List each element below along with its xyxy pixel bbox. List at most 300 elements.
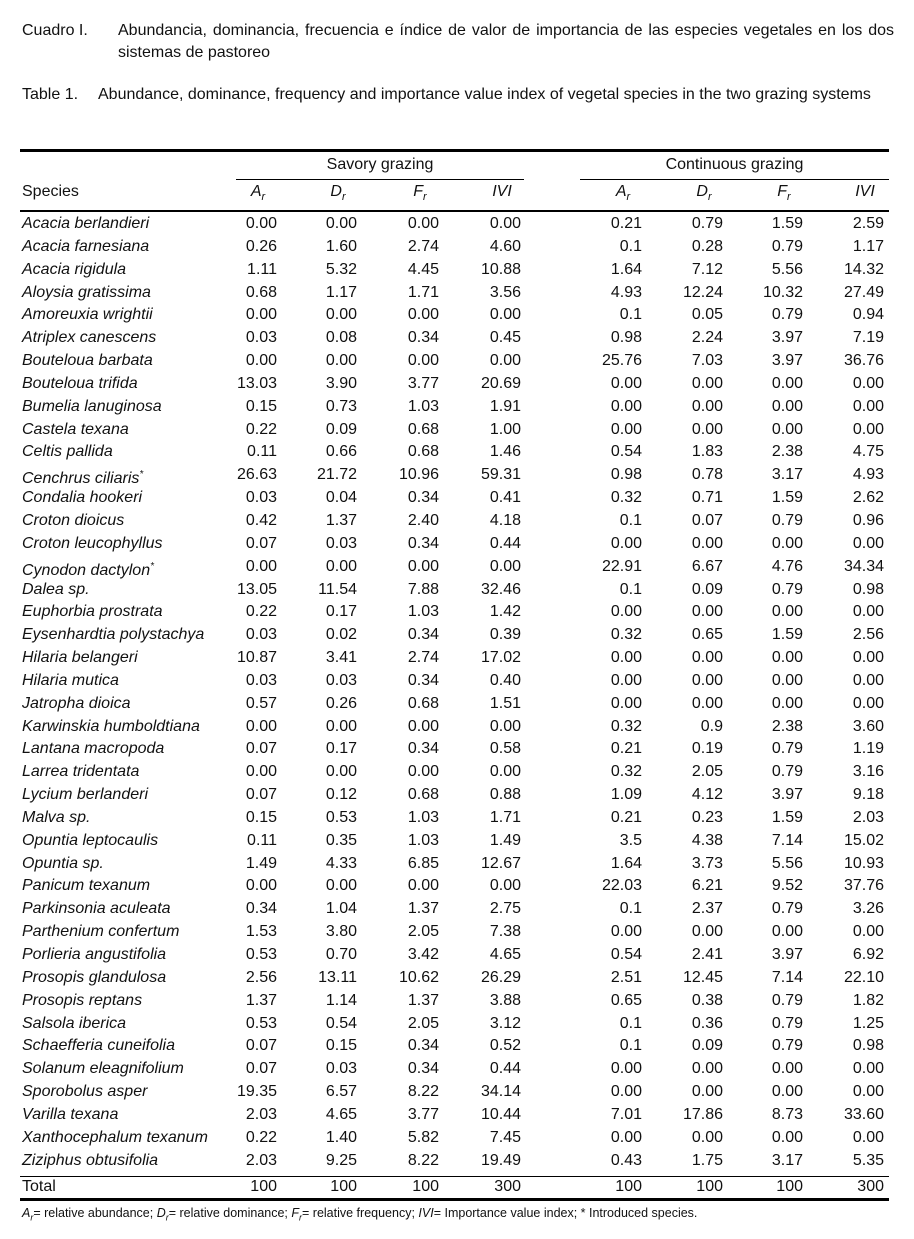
table-cell: 1.91 (489, 397, 521, 415)
species-name: Prosopis reptans (22, 991, 143, 1009)
table-cell: 0.98 (610, 329, 642, 347)
species-name: Karwinskia humboldtiana (22, 717, 200, 735)
table-row (0, 784, 914, 807)
footnote-text: = relative dominance; (168, 1206, 292, 1220)
table-cell: 6.21 (691, 877, 723, 895)
table-row (0, 853, 914, 876)
table-row (0, 419, 914, 442)
table-cell: 0.36 (691, 1014, 723, 1032)
table-cell: 3.88 (489, 991, 521, 1009)
table-cell: 0.00 (245, 717, 277, 735)
caption-spanish-label: Cuadro I. (22, 22, 88, 39)
table-row (0, 944, 914, 967)
table-cell: 0.88 (489, 786, 521, 804)
table-cell: 100 (615, 1178, 642, 1195)
table-cell: 1.71 (407, 283, 439, 301)
table-row (0, 1127, 914, 1150)
group-title-continuous: Continuous grazing (665, 156, 804, 173)
table-cell: 0.96 (852, 511, 884, 529)
table-cell: 0.00 (610, 1083, 642, 1101)
table-cell: 0.15 (245, 397, 277, 415)
table-cell: 0.54 (610, 946, 642, 963)
table-row (0, 967, 914, 990)
table-cell: 100 (776, 1178, 803, 1195)
table-cell: 0.00 (771, 1128, 803, 1146)
table-cell: 7.12 (691, 260, 723, 278)
table-cell: 0.21 (610, 215, 642, 232)
species-name: Parkinsonia aculeata (22, 900, 171, 918)
table-cell: 2.37 (691, 900, 723, 918)
table-cell: 0.54 (610, 443, 642, 461)
table-row (0, 327, 914, 350)
table-cell: 2.05 (407, 1014, 439, 1032)
species-name: Porlieria angustifolia (22, 946, 167, 963)
table-cell: 0.9 (700, 717, 723, 735)
table-cell: 34.34 (843, 557, 884, 575)
table-cell: 0.00 (691, 694, 723, 712)
species-name: Celtis pallida (22, 443, 113, 461)
species-name: Varilla texana (22, 1105, 119, 1123)
table-cell: 0.00 (852, 649, 884, 667)
footnote-symbol: $A_r$ (22, 1206, 34, 1223)
table-cell: 2.51 (610, 968, 642, 986)
table-cell: 0.00 (325, 877, 357, 895)
table-cell: 0.68 (407, 443, 439, 461)
table-cell: 4.93 (610, 283, 642, 301)
table-cell: 3.17 (771, 466, 803, 484)
species-name: Opuntia leptocaulis (22, 831, 159, 849)
table-cell: 0.03 (325, 534, 357, 552)
table-cell: 0.00 (407, 306, 439, 324)
table-row (0, 350, 914, 373)
table-cell: 0.00 (771, 397, 803, 415)
table-cell: 0.00 (771, 374, 803, 392)
table-cell: 1.64 (610, 260, 642, 278)
table-cell: 0.57 (245, 694, 277, 712)
table-cell: 0.79 (771, 580, 803, 598)
table-cell: 0.43 (610, 1151, 642, 1169)
group-rule-continuous (580, 179, 889, 180)
table-cell: 0.79 (771, 740, 803, 758)
table-cell: 1.46 (489, 443, 521, 461)
table-cell: 59.31 (480, 466, 521, 484)
species-name: Ziziphus obtusifolia (22, 1151, 159, 1169)
table-cell: 0.00 (245, 763, 277, 781)
table-cell: 0.66 (325, 443, 357, 461)
table-cell: 1.59 (771, 808, 803, 826)
species-name: Amoreuxia wrightii (22, 306, 153, 324)
species-name: Croton dioicus (22, 511, 125, 529)
table-row (0, 282, 914, 305)
table-cell: 0.79 (771, 1037, 803, 1055)
table-cell: 0.00 (852, 603, 884, 621)
table-cell: 1.60 (325, 237, 357, 255)
table-cell: 5.56 (771, 854, 803, 872)
table-cell: 2.40 (407, 511, 439, 529)
table-cell: 1.00 (489, 420, 521, 438)
table-row (0, 670, 914, 693)
table-cell: 20.69 (480, 374, 521, 392)
table-cell: 0.21 (610, 740, 642, 758)
table-cell: 1.71 (489, 808, 521, 826)
table-cell: 2.62 (852, 489, 884, 507)
table-cell: 1.37 (407, 900, 439, 918)
table-cell: 1.11 (247, 260, 277, 278)
table-cell: 10.62 (398, 968, 439, 986)
table-cell: 12.24 (682, 283, 723, 301)
table-cell: 26.29 (480, 968, 521, 986)
table-cell: 17.86 (682, 1105, 723, 1123)
table-cell: 0.00 (852, 397, 884, 415)
footnote-text: = relative frequency; (302, 1206, 419, 1220)
table-cell: 0.00 (407, 763, 439, 781)
table-cell: 0.00 (325, 215, 357, 232)
table-cell: 3.80 (325, 923, 357, 941)
table-cell: 0.34 (407, 1060, 439, 1078)
species-name: Bumelia lanuginosa (22, 397, 162, 415)
table-cell: 0.34 (245, 900, 277, 918)
table-cell: 1.37 (325, 511, 357, 529)
table-cell: 0.1 (619, 580, 642, 598)
table-cell: 21.72 (316, 466, 357, 484)
table-cell: 19.35 (236, 1083, 277, 1101)
table-cell: 3.17 (771, 1151, 803, 1169)
header-rule (20, 210, 889, 212)
table-cell: 4.33 (325, 854, 357, 872)
table-cell: 2.74 (407, 237, 439, 255)
table-row (0, 556, 914, 579)
table-cell: 0.00 (489, 306, 521, 324)
table-cell: 6.67 (691, 557, 723, 575)
table-cell: 0.1 (619, 306, 642, 324)
table-cell: 32.46 (480, 580, 521, 598)
table-row (0, 990, 914, 1013)
table-cell: 26.63 (236, 466, 277, 484)
table-cell: 0.00 (691, 1083, 723, 1101)
table-cell: 13.11 (318, 968, 357, 986)
table-cell: 2.41 (691, 946, 723, 963)
table-cell: 1.49 (489, 831, 521, 849)
table-cell: 0.28 (691, 237, 723, 255)
table-cell: 0.12 (325, 786, 357, 804)
table-cell: 0.53 (245, 946, 277, 963)
table-row (0, 875, 914, 898)
table-cell: 2.56 (245, 968, 277, 986)
table-cell: 34.14 (480, 1083, 521, 1101)
table-cell: 10.87 (236, 649, 277, 667)
table-cell: 0.58 (489, 740, 521, 758)
footnote-text: = relative abundance; (33, 1206, 157, 1220)
table-cell: 0.00 (489, 215, 521, 232)
species-name: Castela texana (22, 420, 129, 438)
table-cell: 5.35 (852, 1151, 884, 1169)
species-name: Dalea sp. (22, 580, 90, 598)
table-cell: 0.52 (489, 1037, 521, 1055)
table-cell: 4.75 (852, 443, 884, 461)
table-row (0, 807, 914, 830)
table-row (0, 1058, 914, 1081)
table-cell: 0.35 (325, 831, 357, 849)
table-cell: 0.00 (771, 923, 803, 941)
table-cell: 2.03 (245, 1151, 277, 1169)
table-cell: 0.00 (852, 923, 884, 941)
table-cell: 3.26 (852, 900, 884, 918)
table-cell: 0.00 (691, 603, 723, 621)
group-title-savory: Savory grazing (326, 156, 434, 173)
table-cell: 300 (857, 1178, 884, 1195)
table-cell: 2.74 (407, 649, 439, 667)
table-cell: 3.12 (489, 1014, 521, 1032)
table-cell: 0.00 (852, 1083, 884, 1101)
table-cell: 0.00 (610, 671, 642, 689)
table-cell: 1.59 (771, 626, 803, 644)
table-cell: 0.00 (407, 717, 439, 735)
table-cell: 13.03 (236, 374, 277, 392)
table-row (0, 601, 914, 624)
table-cell: 0.00 (610, 420, 642, 438)
table-cell: 1.83 (691, 443, 723, 461)
table-cell: 0.00 (407, 215, 439, 232)
table-cell: 0.00 (610, 923, 642, 941)
table-cell: 1.59 (771, 489, 803, 507)
table-cell: 0.00 (852, 671, 884, 689)
table-cell: 0.00 (325, 306, 357, 324)
table-cell: 1.09 (610, 786, 642, 804)
table-cell: 3.16 (852, 763, 884, 781)
table-cell: 10.93 (843, 854, 884, 872)
table-cell: 0.79 (771, 991, 803, 1009)
table-cell: 10.96 (398, 466, 439, 484)
table-row (0, 1081, 914, 1104)
table-cell: 0.11 (247, 831, 277, 849)
table-cell: 0.03 (325, 1060, 357, 1078)
table-cell: 0.00 (407, 877, 439, 895)
table-cell: 0.00 (771, 534, 803, 552)
table-cell: 0.1 (619, 1014, 642, 1032)
table-cell: 2.59 (852, 215, 884, 232)
table-cell: 3.60 (852, 717, 884, 735)
footnote-text: = Importance value index; * Introduced species. (433, 1206, 698, 1220)
table-cell: 0.54 (325, 1014, 357, 1032)
table-cell: 0.21 (610, 808, 642, 826)
species-name: Condalia hookeri (22, 489, 143, 507)
species-name: Acacia farnesiana (22, 237, 150, 255)
table-cell: 0.07 (245, 1037, 277, 1055)
table-cell: 0.22 (245, 420, 277, 438)
table-cell: 0.02 (325, 626, 357, 644)
species-name: Euphorbia prostrata (22, 603, 163, 621)
table-cell: 0.15 (245, 808, 277, 826)
table-cell: 0.79 (771, 900, 803, 918)
table-cell: 3.42 (407, 946, 439, 963)
table-cell: 0.15 (325, 1037, 357, 1055)
table-cell: 0.07 (245, 1060, 277, 1078)
table-cell: 22.91 (601, 557, 642, 575)
total-row (0, 1176, 914, 1199)
table-cell: 0.19 (691, 740, 723, 758)
caption-spanish (22, 20, 894, 64)
table-cell: 100 (330, 1178, 357, 1195)
table-cell: 1.53 (245, 923, 277, 941)
table-cell: 300 (494, 1178, 521, 1195)
table-cell: 0.00 (245, 352, 277, 370)
table-cell: 10.88 (480, 260, 521, 278)
table-cell: 2.05 (691, 763, 723, 781)
table-cell: 7.19 (852, 329, 884, 347)
table-bottom-rule (20, 1198, 889, 1201)
table-cell: 8.73 (771, 1105, 803, 1123)
table-cell: 0.53 (325, 808, 357, 826)
table-cell: 6.57 (325, 1083, 357, 1101)
species-name: Solanum eleagnifolium (22, 1060, 184, 1078)
table-cell: 33.60 (843, 1105, 884, 1123)
table-cell: 0.1 (619, 237, 642, 255)
table-cell: 3.97 (771, 329, 803, 347)
table-cell: 100 (696, 1178, 723, 1195)
table-cell: 6.85 (407, 854, 439, 872)
species-name: Bouteloua trifida (22, 374, 138, 392)
species-name: Cenchrus ciliaris* (22, 469, 144, 488)
species-name: Xanthocephalum texanum (22, 1128, 208, 1146)
table-cell: 0.32 (610, 763, 642, 781)
table-cell: 3.73 (691, 854, 723, 872)
table-cell: 0.09 (691, 1037, 723, 1055)
table-cell: 7.45 (489, 1128, 521, 1146)
species-name: Salsola iberica (22, 1014, 127, 1032)
caption-english-label: Table 1. (22, 86, 79, 103)
table-cell: 0.00 (771, 1060, 803, 1078)
table-cell: 0.00 (771, 603, 803, 621)
table-cell: 9.25 (325, 1151, 357, 1169)
table-cell: 1.75 (691, 1151, 723, 1169)
table-cell: 12.45 (682, 968, 723, 986)
species-name: Sporobolus asper (22, 1083, 148, 1101)
table-row (0, 761, 914, 784)
table-cell: 4.45 (407, 260, 439, 278)
table-cell: 0.00 (610, 649, 642, 667)
table-cell: 1.64 (610, 854, 642, 872)
table-cell: 0.23 (691, 808, 723, 826)
table-row (0, 487, 914, 510)
table-cell: 7.38 (489, 923, 521, 941)
table-cell: 0.00 (852, 1128, 884, 1146)
species-name: Panicum texanum (22, 877, 151, 895)
table-cell: 100 (250, 1178, 277, 1195)
table-cell: 9.52 (771, 877, 803, 895)
table-cell: 0.34 (407, 626, 439, 644)
table-cell: 5.56 (771, 260, 803, 278)
table-cell: 0.22 (245, 603, 277, 621)
table-row (0, 716, 914, 739)
table-cell: 0.03 (325, 671, 357, 689)
species-name: Lycium berlanderi (22, 786, 148, 804)
table-row (0, 624, 914, 647)
table-cell: 1.03 (407, 397, 439, 415)
species-column-header: Species (22, 183, 79, 200)
species-name: Prosopis glandulosa (22, 968, 167, 986)
table-cell: 17.02 (480, 649, 521, 667)
table-cell: 37.76 (843, 877, 884, 895)
species-name: Total (22, 1178, 56, 1195)
table-cell: 0.79 (771, 306, 803, 324)
table-cell: 0.00 (771, 420, 803, 438)
table-cell: 0.00 (852, 374, 884, 392)
table-cell: 0.00 (489, 877, 521, 895)
table-cell: 9.18 (852, 786, 884, 804)
table-cell: 0.00 (610, 603, 642, 621)
table-cell: 1.25 (852, 1014, 884, 1032)
table-cell: 15.02 (843, 831, 884, 849)
table-cell: 4.65 (325, 1105, 357, 1123)
table-cell: 8.22 (407, 1151, 439, 1169)
table-cell: 0.00 (325, 717, 357, 735)
table-cell: 0.68 (407, 786, 439, 804)
table-row (0, 464, 914, 487)
table-cell: 3.77 (407, 374, 439, 392)
table-cell: 36.76 (843, 352, 884, 370)
species-name: Lantana macropoda (22, 740, 165, 758)
column-header: $F_r$ (777, 183, 791, 204)
table-cell: 1.59 (771, 215, 803, 232)
table-cell: 0.79 (771, 763, 803, 781)
table-cell: 0.42 (245, 511, 277, 529)
table-cell: 4.65 (489, 946, 521, 963)
table-cell: 0.45 (489, 329, 521, 347)
table-cell: 7.03 (691, 352, 723, 370)
table-cell: 10.32 (762, 283, 803, 301)
table-cell: 0.98 (610, 466, 642, 484)
species-name: Larrea tridentata (22, 763, 140, 781)
table-cell: 0.00 (245, 877, 277, 895)
table-row (0, 533, 914, 556)
table-cell: 0.00 (691, 374, 723, 392)
table-cell: 0.17 (325, 603, 357, 621)
table-cell: 2.24 (691, 329, 723, 347)
table-cell: 0.03 (245, 671, 277, 689)
table-cell: 2.38 (771, 443, 803, 461)
species-name: Aloysia gratissima (22, 283, 151, 301)
table-row (0, 1150, 914, 1173)
column-header: IVI (855, 183, 875, 200)
introduced-mark: * (139, 469, 144, 481)
caption-spanish-text: Abundancia, dominancia, frecuencia e índice de valor de importancia de las especies vegetales en los dos sistemas de pastoreo (118, 22, 894, 61)
table-cell: 0.00 (852, 694, 884, 712)
table-cell: 1.37 (407, 991, 439, 1009)
table-cell: 0.00 (489, 557, 521, 575)
footnote-symbol: $F_r$ (291, 1206, 303, 1223)
species-name: Croton leucophyllus (22, 534, 163, 552)
table-cell: 0.00 (771, 649, 803, 667)
table-cell: 0.04 (325, 489, 357, 507)
table-cell: 0.34 (407, 534, 439, 552)
table-cell: 3.97 (771, 946, 803, 963)
species-name: Schaefferia cuneifolia (22, 1037, 175, 1055)
table-cell: 0.00 (610, 534, 642, 552)
table-cell: 0.03 (245, 329, 277, 347)
table-row (0, 259, 914, 282)
species-name: Bouteloua barbata (22, 352, 153, 370)
table-cell: 27.49 (843, 283, 884, 301)
table-cell: 0.98 (852, 1037, 884, 1055)
column-header: $D_r$ (696, 183, 712, 204)
table-cell: 19.49 (480, 1151, 521, 1169)
table-cell: 0.53 (245, 1014, 277, 1032)
table-cell: 2.05 (407, 923, 439, 941)
table-cell: 5.32 (325, 260, 357, 278)
table-cell: 0.00 (852, 1060, 884, 1078)
table-cell: 0.65 (691, 626, 723, 644)
table-cell: 0.32 (610, 717, 642, 735)
